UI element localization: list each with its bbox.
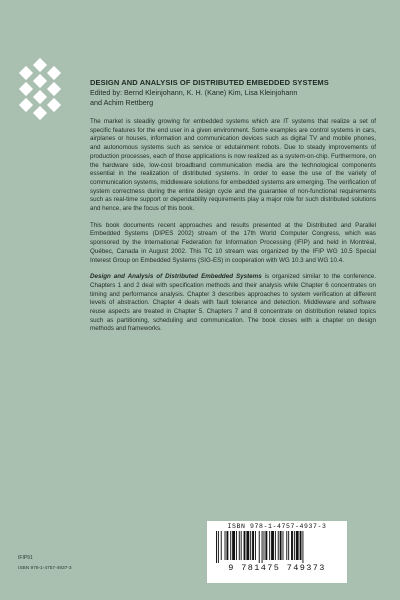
barcode-bar	[259, 531, 260, 563]
barcode-digits: 9 781475 749373	[228, 563, 326, 573]
barcode-bar	[236, 531, 237, 560]
barcode-bar	[288, 531, 289, 560]
barcode-bar	[278, 531, 279, 560]
barcode-icon	[214, 531, 340, 563]
barcode-bar	[286, 531, 287, 560]
barcode-bar	[283, 531, 284, 560]
barcode-bar	[275, 531, 276, 560]
barcode-bar	[262, 531, 263, 563]
barcode-bar	[302, 531, 303, 563]
paragraph-3	[90, 273, 376, 334]
barcode-bar	[265, 531, 267, 560]
barcode-bar	[226, 531, 228, 560]
barcode-bar	[241, 531, 242, 560]
barcode-bar	[291, 531, 293, 560]
barcode-area	[207, 521, 347, 583]
barcode-bar	[296, 531, 299, 560]
blurb	[90, 118, 376, 342]
barcode-bar	[294, 531, 295, 560]
barcode-bar	[232, 531, 235, 560]
editors-line-1: Edited by: Bernd Kleinjohann, K. H. (Kane) Kim, Lisa Kleinjohann	[90, 88, 298, 97]
barcode-bar	[244, 531, 246, 560]
barcode-bar	[230, 531, 231, 560]
barcode-bar	[218, 531, 219, 563]
barcode-bar	[271, 531, 274, 560]
editors	[90, 88, 375, 107]
barcode-bar	[239, 531, 240, 560]
isbn-small: ISBN 978-1-4757-4937-3	[18, 566, 72, 571]
book-title-emphasis: Design and Analysis of Distributed Embedded Systems	[90, 273, 262, 281]
barcode-bar	[246, 531, 249, 560]
paragraph-3-text: is organized similar to the conference. Chapters 1 and 2 deal with specification methods and their analysis while Chapter 6 concentrates on timing and performance analysis. Chapter 3 describes approaches to system verification at different levels of abstraction. Chapter 4 deals with fault tolerance and detection. Middleware and software reuse aspects are treated in Chapter 5. Chapters 7 and 8 concentrate on distribution related topics such as partitioning, scheduling and communication. The book closes with a chapter on design methods and frameworks.	[90, 273, 377, 333]
paragraph-1: The market is steadily growing for embedded systems which are IT systems that realize a set of specific features for the end user in a given environment. Some examples are control systems in cars, airplanes or houses, information and communication devices such as digital TV and mobile phones, and autonomous systems such as service or edutainment robots. Due to steady improvements of production processes, each of those applications is now realized as a system-on-chip. Furthermore, on the hardware side, low-cost broadband communication media are the technological components essential in the realization of distributed systems. In order to ease the use of the variety of communication systems, middleware solutions for embedded systems are emerging. The verification of system correctness during the entire design cycle and the guarantee of non-functional requirements such as real-time support or dependability requirements play a major role for such distributed solutions and hence, are the focus of this book.	[90, 118, 376, 213]
isbn-label: ISBN 978-1-4757-4937-3	[227, 523, 327, 530]
barcode-bar	[216, 531, 217, 563]
barcode-bar	[300, 531, 302, 560]
ifip-logo-icon	[8, 60, 72, 124]
barcode-bar	[250, 531, 251, 560]
book-title: DESIGN AND ANALYSIS OF DISTRIBUTED EMBEDDED SYSTEMS	[90, 78, 329, 87]
series-code: IFIP91	[18, 555, 33, 561]
barcode-bar	[264, 531, 265, 560]
barcode-bar	[269, 531, 270, 560]
barcode-bar	[252, 531, 254, 560]
editors-line-2: and Achim Rettberg	[90, 97, 154, 107]
paragraph-2: This book documents recent approaches and results presented at the Distributed and Parallel Embedded Systems (DIPES 2002) stream of the 17th World Computer Congress, which was sponsored by the International Federation for Information Processing (IFIP) and held in Montréal, Québec, Canada in August 2002. This TC 10 stream was organized by the IFIP WG 10.5 Special Interest Group on Embedded Systems (SIG-ES) in cooperation with WG 10.3 and WG 10.4.	[90, 221, 376, 264]
barcode-bar	[280, 531, 282, 560]
barcode-bar	[225, 531, 226, 560]
barcode-bar	[255, 531, 256, 560]
barcode-bar	[221, 531, 222, 560]
